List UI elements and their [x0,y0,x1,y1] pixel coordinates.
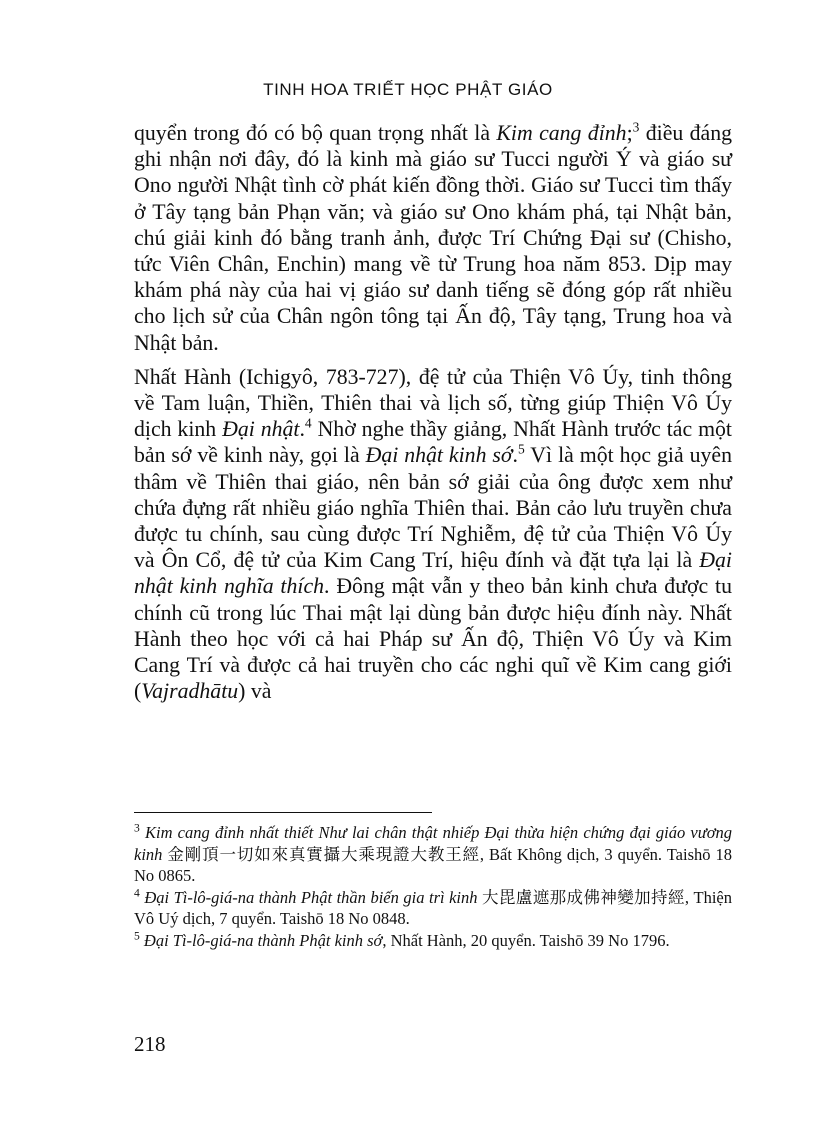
page-number: 218 [134,1032,166,1056]
text-run: Nhờ nghe thầy giảng, Nhất Hành trước tác một bản sớ về kinh này, gọi là [134,417,732,468]
italic-title: Đại nhật [222,417,300,442]
footnote-title: Đại Tì-lô-giá-na thành Phật kinh sớ [143,930,383,950]
footnote-5 [134,930,732,952]
footnote-text: 大毘盧遮那成佛神變加持經, Thiện Vô Uý dịch, 7 quyển. Taishō 18 No 0848. [134,887,732,928]
footnote-text: 金剛頂一切如來真實攝大乘現證大教王經, Bất Không dịch, 3 quyển. Taishō 18 No 0865. [134,844,732,885]
text-run: Nhất Hành (Ichigyô, 783-727), đệ tử của Thiện Vô Úy, tinh thông về Tam luận, Thiền, Thiên thai và lịch số, từng giúp Thiện Vô Úy dịch kinh [134,364,732,442]
footnotes [134,822,732,951]
footnote-ref-4: 4 [304,415,312,431]
footnote-text: , Nhất Hành, 20 quyển. Taishō 39 No 1796. [382,930,670,950]
running-title: TINH HOA TRIẾT HỌC PHẬT GIÁO [263,80,553,99]
italic-term: Vajradhātu [141,679,239,704]
footnote-4 [134,887,732,930]
footnote-3 [134,822,732,887]
footnote-number: 3 [134,822,140,835]
footnote-number: 5 [134,930,140,942]
text-run: . Đông mật vẫn y theo bản kinh chưa được tu chính cũ trong lúc Thai mật lại dùng bản được hiệu đính này. Nhất Hành theo học với cả hai Pháp sư Ấn độ, Thiện Vô Úy và Kim Cang Trí và được cả hai truyền cho các nghi quĩ về Kim cang giới ( [134,574,733,704]
italic-title: Đại nhật kinh sớ [365,443,513,468]
paragraph-1 [134,120,732,356]
main-text [134,120,732,704]
paragraph-2 [134,364,732,705]
text-run: Vì là một học giả uyên thâm về Thiên thai giáo, nên bản sớ giải của ông được xem như chứa đựng rất nhiều giáo nghĩa Thiên thai. Bản cảo lưu truyền chưa được tu chính, sau cùng được Trí Nghiễm, đệ tử của Thiện Vô Úy và Ôn Cổ, đệ tử của Kim Cang Trí, hiệu đính và đặt tựa lại là [134,443,732,573]
italic-title: Đại nhật kinh nghĩa thích [134,548,732,599]
italic-title: Kim cang đỉnh [496,121,627,145]
footnote-title: Đại Tì-lô-giá-na thành Phật thần biến gia trì kinh [144,887,478,907]
footnote-number: 4 [134,887,140,899]
text-run: ; [626,121,633,145]
text-run: . [512,443,518,468]
footnote-title: Kim cang đỉnh nhất thiết Như lai chân thật nhiếp Đại thừa hiện chứng đại giáo vương kinh [134,823,733,864]
text-run: ) và [238,679,272,704]
footnote-separator [134,812,432,813]
text-run: . [299,417,305,442]
footnote-ref-5: 5 [518,442,525,458]
footnote-ref-3: 3 [632,119,640,135]
text-run: điều đáng ghi nhận nơi đây, đó là kinh mà giáo sư Tucci người Ý và giáo sư Ono người Nhật tình cờ phát kiến đồng thời. Giáo sư Tucci tìm thấy ở Tây tạng bản Phạn văn; và giáo sư Ono khám phá, tại Nhật bản, chú giải kinh đó bằng tranh ảnh, được Trí Chứng Đại sư (Chisho, tức Viên Chân, Enchin) mang về từ Trung hoa năm 853. Dịp may khám phá này của hai vị giáo sư danh tiếng sẽ đóng góp rất nhiều cho lịch sử của Chân ngôn tông tại Ấn độ, Tây tạng, Trung hoa và Nhật bản. [134,121,733,355]
text-run: quyển trong đó có bộ quan trọng nhất là [134,121,497,145]
